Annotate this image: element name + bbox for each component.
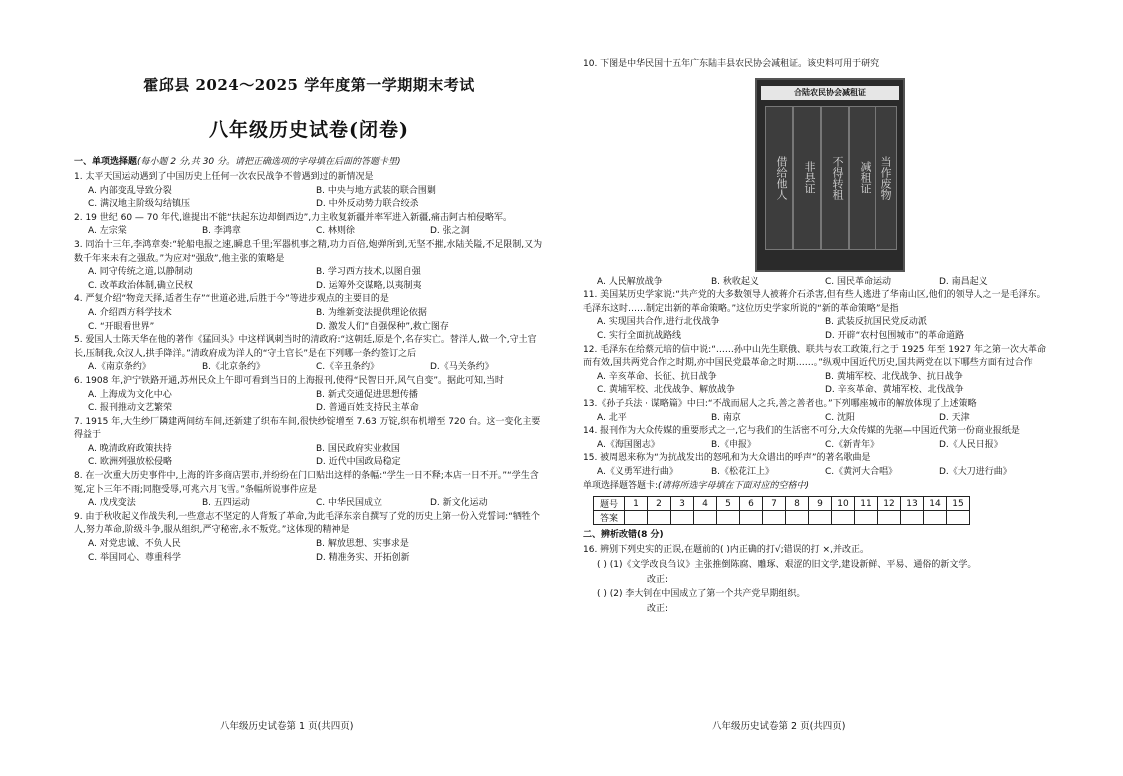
answer-option[interactable]: B. 五四运动 [202,498,250,509]
certificate-column: 借给他人 [765,106,793,250]
certificate-header: 合陆农民协会减租证 [761,86,899,100]
answer-option[interactable]: B. 解放思想、实事求是 [316,539,409,550]
question-stem: 3. 同治十三年,李鸿章奏:“轮船电报之速,瞬息千里;军器机事之精,功力百倍,炮弹所到,无坚不摧,水陆关隘,不足限制,又为数千年来未有之强敌。”为应对“强敌”,他主张的策略是 [74,239,543,264]
answer-card-number: 8 [786,497,809,511]
question-options [74,538,544,565]
answer-card-number: 1 [625,497,648,511]
answer-card-cell[interactable] [717,511,740,525]
question-stem: 4. 严复介绍“物竞天择,适者生存”“世道必进,后胜于今”等进步观点的主要目的是 [74,294,389,305]
answer-card-title: 单项选择题答题卡: [583,480,659,491]
answer-option[interactable]: A. 辛亥革命、长征、抗日战争 [597,371,717,382]
answer-option[interactable]: B. 国民政府实业救国 [316,443,400,454]
answer-card-number: 11 [855,497,878,511]
answer-option[interactable]: B.《申报》 [711,439,757,450]
question-stem: 15. 被周恩来称为“为抗战发出的怒吼和为大众谱出的呼声”的著名歌曲是 [583,453,871,464]
question-stem: 12. 毛泽东在给蔡元培的信中说:“……孙中山先生联俄、联共与农工政策,行之于 1925 年至 1927 年之第一次大革命而有效,国共两党合作之时期,亦中国民党最革命之时期……。”纵观中国近代历史,国共两党在以下哪些方面有过合作 [583,344,1046,369]
answer-option[interactable]: B. 秋收起义 [711,276,759,287]
answer-option[interactable]: A. 实现国共合作,进行北伐战争 [597,317,720,328]
question-options [583,276,1053,290]
answer-option[interactable]: B. 学习西方技术,以图自强 [316,267,421,278]
question-stem: 8. 在一次重大历史事件中,上海的许多商店罢市,并纷纷在门口贴出这样的条幅:“学生一日不释;本店一日不开。”“学生含冤,定卜三年不雨;同胞受辱,可兆六月飞雪。”条幅所说事件应是 [74,471,539,495]
answer-card-cell[interactable] [786,511,809,525]
answer-card-number: 4 [694,497,717,511]
answer-option[interactable]: C. 改革政治体制,确立民权 [88,280,193,291]
answer-option[interactable]: B. 武装反抗国民党反动派 [825,317,927,328]
page-footer-left: 八年级历史试卷第 1 页(共四页) [220,721,354,732]
answer-card-number: 15 [947,497,970,511]
question-stem: 1. 太平天国运动遇到了中国历史上任何一次农民战争不曾遇到过的新情况是 [74,172,374,182]
answer-card-header: 题号 [594,497,625,511]
answer-option[interactable]: C.《黄河大合唱》 [825,466,898,477]
question-stem: 10. 下图是中华民国十五年广东陆丰县农民协会减租证。该史料可用于研究 [583,59,880,69]
section-two-heading: 二、辨析改错(8 分) [583,530,664,541]
certificate-column: 不得转租 [821,106,849,250]
question-list-right [583,289,1053,479]
answer-option[interactable]: A. 内部变乱导致分裂 [88,185,172,196]
answer-option[interactable]: A. 人民解放战争 [597,276,663,287]
answer-option[interactable]: D. 张之洞 [430,226,470,237]
answer-option[interactable]: B.《松花江上》 [711,466,775,477]
answer-card-cell[interactable] [740,511,763,525]
question-stem: 13.《孙子兵法 · 谋略篇》中曰:“不战而屈人之兵,善之善者也。”下列哪座城市的解放体现了上述策略 [583,398,977,409]
answer-option[interactable]: C. 实行全面抗战路线 [597,330,682,341]
answer-card-cell[interactable] [648,511,671,525]
answer-card-number: 5 [717,497,740,511]
exam-subtitle: 八年级历史试卷(闭卷) [209,119,409,141]
question-options [583,466,1053,480]
correction-field[interactable]: 改正: [647,574,669,585]
answer-option[interactable]: C. 满汉地主阶级勾结镇压 [88,199,191,210]
answer-card-table [593,496,970,525]
certificate-column: 当作废物 [875,106,897,250]
answer-option[interactable]: D. 辛亥革命、黄埔军校、北伐战争 [825,385,964,396]
answer-option[interactable]: A. 北平 [597,412,627,423]
answer-option[interactable]: A. 同守传统之道,以静制动 [88,267,193,278]
correction-statement: (1)《文学改良刍议》主张推倒陈腐、雕琢、艰涩的旧文学,建设新鲜、平易、通俗的新文学。 [609,559,977,570]
answer-option[interactable]: D. 精准务实、开拓创新 [316,552,410,563]
answer-option[interactable]: D. 近代中国政局稳定 [316,457,401,468]
rent-reduction-certificate-image [755,78,905,272]
answer-option[interactable]: B. 中央与地方武装的联合围剿 [316,185,436,196]
question-options [74,497,544,511]
answer-option[interactable]: A.《南京条约》 [88,362,151,373]
answer-option[interactable]: A. 上海成为文化中心 [88,389,172,400]
answer-option[interactable]: B. 南京 [711,412,741,423]
answer-card-cell[interactable] [855,511,878,525]
answer-option[interactable]: A. 戊戌变法 [88,498,136,509]
correction-field[interactable]: 改正: [647,603,669,614]
question-options [74,443,544,470]
answer-card-answer-row [594,511,970,525]
question-stem: 2. 19 世纪 60 — 70 年代,谁提出不能“扶起东边却倒西边”,力主收复新疆并率军进入新疆,痛击阿古柏侵略军。 [74,212,513,223]
answer-option[interactable]: B. 李鸿章 [202,226,241,237]
judgement-blank[interactable]: ( ) [597,588,607,599]
question-stem: 11. 美国某历史学家说:“共产党的大多数领导人被蒋介石杀害,但有些人逃进了华南山区,他们的领导人之一是毛泽东。毛泽东这时……制定出新的革命策略。”这位历史学家所说的“新的革命策略”是指 [583,290,1046,314]
answer-card-number: 2 [648,497,671,511]
answer-card-cell[interactable] [832,511,855,525]
question-options [583,316,1053,343]
question-stem: 5. 爱国人士陈天华在他的著作《猛回头》中这样讽刺当时的清政府:“这朝廷,原是个,名存实亡。替洋人,做一个,守土官长,压制我,众汉人,拱手降洋。”清政府成为洋人的“守土官长”是在下列哪一条约签订之后 [74,335,537,359]
answer-option[interactable]: C. 黄埔军校、北伐战争、解放战争 [597,385,736,396]
answer-card-cell[interactable] [763,511,786,525]
question-options [583,412,1053,426]
question-stem: 9. 由于秋收起义作战失利,一些意志不坚定的人背叛了革命,为此毛泽东亲自撰写了党的历史上第一份入党誓词:“牺牲个人,努力革命,阶级斗争,服从组织,严守秘密,永不叛党。”这体现的精神是 [74,511,540,536]
section-one-heading [74,156,544,169]
answer-option[interactable]: D. 天津 [939,412,970,423]
answer-card-number-row [594,497,970,511]
answer-option[interactable]: D. 南昌起义 [939,276,988,287]
answer-card-cell[interactable] [671,511,694,525]
question-options [74,266,544,293]
answer-option[interactable]: B. 黄埔军校、北伐战争、抗日战争 [825,371,963,382]
answer-option[interactable]: A. 介绍西方科学技术 [88,307,172,318]
answer-option[interactable]: D.《人民日报》 [939,439,1003,450]
answer-card-number: 13 [901,497,924,511]
answer-option[interactable]: C. 中华民国成立 [316,498,383,509]
answer-option[interactable]: A. 对党忠诚、不负人民 [88,539,181,550]
correction-item [583,587,1053,602]
answer-card-cell[interactable] [878,511,901,525]
answer-option[interactable]: A.《义勇军进行曲》 [597,466,678,477]
answer-option[interactable]: C. 举国同心、尊重科学 [88,552,182,563]
answer-card-number: 3 [671,497,694,511]
question-stem: 14. 报刊作为大众传媒的重要形式之一,它与我们的生活密不可分,大众传媒的先驱—中国近代第一份商业报纸是 [583,426,1020,437]
question-options [74,361,544,375]
question-options [583,371,1053,398]
answer-option[interactable]: B. 新式交通促进思想传播 [316,389,418,400]
answer-card-cell[interactable] [901,511,924,525]
question-stem: 7. 1915 年,大生纱厂隣建两间纺车间,还新建了织布车间,很快纱锭增至 7.63 万锭,织布机增至 720 台。这一变化主要得益于 [74,416,541,441]
answer-card-cell[interactable] [809,511,832,525]
answer-card-number: 9 [809,497,832,511]
correction-item [583,558,1053,573]
answer-option[interactable]: C.《辛丑条约》 [316,362,380,373]
question-stem: 6. 1908 年,沪宁铁路开通,苏州民众上午即可看到当日的上海报刊,使得“民智日开,风气自变”。据此可知,当时 [74,375,504,386]
answer-card-cell[interactable] [924,511,947,525]
answer-card-cell[interactable] [694,511,717,525]
page-right [583,58,1053,616]
judgement-blank[interactable]: ( ) [597,559,607,570]
answer-option[interactable]: C.《新青年》 [825,439,880,450]
answer-card-number: 10 [832,497,855,511]
answer-card-header: 答案 [594,511,625,525]
answer-option[interactable]: D. 普通百姓支持民主革命 [316,403,419,414]
page-footer-right: 八年级历史试卷第 2 页(共四页) [712,721,846,732]
answer-option[interactable]: D. 激发人们“自强保种”,救亡图存 [316,321,449,332]
question-options [74,389,544,416]
answer-option[interactable]: C. “开眼看世界” [88,321,155,332]
section-one-title: 一、单项选择题 [74,157,138,167]
answer-option[interactable]: C. 林则徐 [316,226,356,237]
answer-option[interactable]: A.《海国图志》 [597,439,660,450]
answer-option[interactable]: D. 开辟“农村包围城市”的革命道路 [825,330,964,341]
certificate-column: 非县证 [793,106,821,250]
answer-option[interactable]: C. 报刊推动文艺繁荣 [88,403,173,414]
answer-option[interactable]: D. 中外反动势力联合绞杀 [316,199,419,210]
answer-option[interactable]: B. 为维新变法提供理论依据 [316,307,427,318]
question-options [74,185,544,212]
answer-card-number: 14 [924,497,947,511]
answer-option[interactable]: D. 运筹外交谋略,以夷制夷 [316,280,422,291]
answer-card-number: 7 [763,497,786,511]
answer-card-label [583,480,1053,494]
certificate-column: 减租证 [849,106,877,250]
answer-option[interactable]: A. 晚清政府政策扶持 [88,443,172,454]
answer-option[interactable]: D.《大刀进行曲》 [939,466,1012,477]
answer-card-note: (请将所选字母填在下面对应的空格中) [658,480,810,491]
question-options [583,439,1053,453]
exam-title: 霍邱县 2024～2025 学年度第一学期期末考试 [143,76,475,94]
answer-option[interactable]: C. 沈阳 [825,412,856,423]
question-16-stem: 16. 辨别下列史实的正误,在题前的( )内正确的打√;错误的打 ×,并改正。 [583,545,869,556]
answer-card-number: 6 [740,497,763,511]
answer-card-cell[interactable] [625,511,648,525]
answer-option[interactable]: A. 左宗棠 [88,226,127,237]
section-one-note: (每小题 2 分,共 30 分。请把正确选项的字母填在后面的答题卡里) [137,157,401,167]
answer-card-number: 12 [878,497,901,511]
answer-option[interactable]: D.《马关条约》 [430,362,494,373]
answer-option[interactable]: D. 新文化运动 [430,498,488,509]
question-options [74,307,544,334]
answer-option[interactable]: C. 国民革命运动 [825,276,892,287]
page-left [74,70,544,565]
question-options [74,225,544,239]
answer-option[interactable]: B.《北京条约》 [202,362,266,373]
question-list-left [74,171,544,565]
correction-statement: (2) 李大钊在中国成立了第一个共产党早期组织。 [609,588,806,599]
answer-option[interactable]: C. 欧洲列强放松侵略 [88,457,173,468]
answer-card-cell[interactable] [947,511,970,525]
